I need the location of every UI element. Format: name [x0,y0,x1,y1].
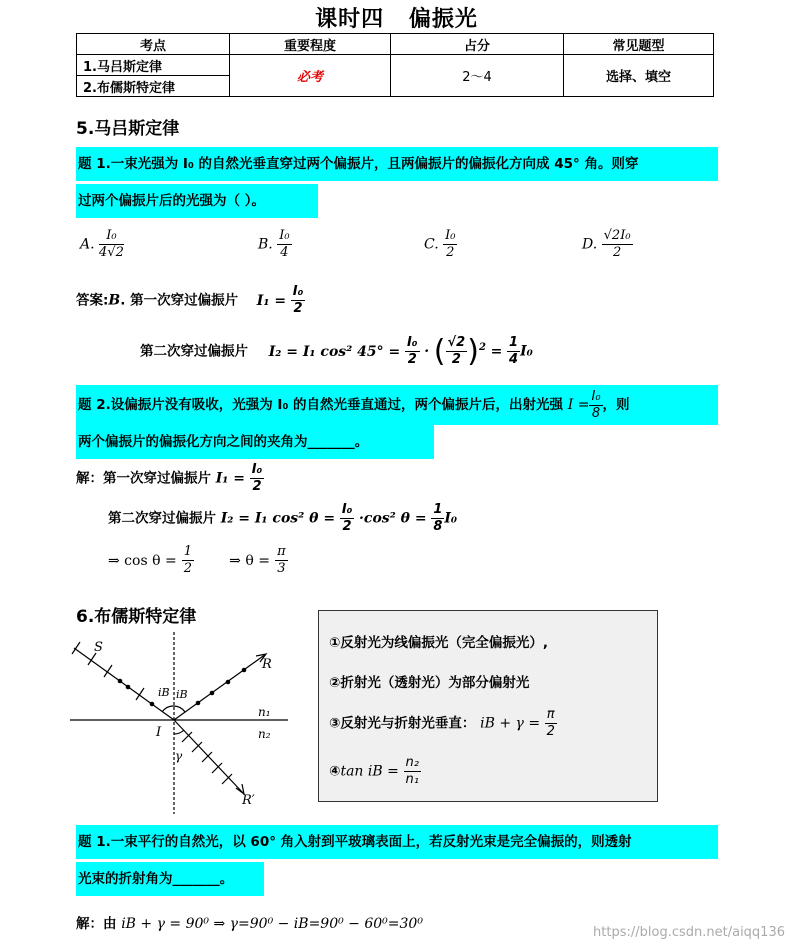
summary-item-3-num: π [546,707,555,722]
reflected-dot [226,680,231,685]
q2-step2-mid: ·cos² θ = [359,510,427,527]
incident-dot [126,685,131,690]
step2-num2: √2 [447,335,466,350]
q2-step2-frac1 [340,502,355,535]
section5-heading: 5.马吕斯定律 [76,119,180,139]
importance-cell: 必考 [230,55,391,97]
step1-den: 2 [293,301,303,316]
step2-num3: 1 [509,335,519,350]
header-type: 常见题型 [564,34,714,55]
summary-item-3 [329,707,557,740]
q1-option-a [80,228,124,261]
q2-tail: ，则 [602,397,630,413]
incident-dot [150,702,155,707]
answer-label: 答案: [76,292,109,309]
label-iB-left: iB [158,686,170,699]
summary-item-4-math: tan iB = [340,763,399,780]
option-b-num: I₀ [279,228,290,243]
title-part1: 课时四 [315,7,385,32]
q2-sol-lhs: I₁ = [215,470,245,487]
label-gamma: γ [175,749,183,763]
q2-step2-den2: 8 [433,519,443,534]
q2-lhs: I = [567,397,590,413]
header-topic: 考点 [77,34,230,55]
brewster-diagram [66,628,296,818]
reflected-dot [210,691,215,696]
q2-step2-tail: I₀ [444,510,458,527]
step2-den3: 4 [509,352,519,367]
reflected-dot [242,668,247,673]
topic-cell-2: 2.布儒斯特定律 [77,76,230,97]
q2-line1 [76,385,718,425]
step2-frac3 [507,335,520,368]
summary-item-3-math: iB + γ = [480,715,541,732]
q2-line2: 两个偏振片的偏振化方向之间的夹角为_______。 [76,425,434,459]
label-iB-right: iB [176,688,188,701]
option-c-num: I₀ [445,228,456,243]
incident-ray [74,648,174,720]
q2-frac [589,389,602,422]
option-c-label: C. [424,236,439,253]
q2-den: 8 [591,405,601,421]
option-d-num: √2I₀ [603,228,631,243]
q2-imp1-den: 2 [183,561,193,576]
page-title [0,2,793,33]
q2-step2 [108,502,457,535]
angle-arc-incident [162,706,174,712]
q2-sol-label: 解：第一次穿过偏振片 [76,470,211,487]
q2-imp1-frac [182,544,194,577]
q2-sol-frac [250,462,265,495]
q1-option-b [258,228,292,261]
paren-open: ( [433,334,446,369]
q2-imp2: ⇒ θ = [229,553,270,569]
q3-sol-math: iB + γ = 90⁰ ⇒ γ=90⁰ − iB=90⁰ − 60⁰=30⁰ [121,916,423,932]
step2-den2: 2 [451,352,461,367]
q2-step2-den1: 2 [342,519,352,534]
step1-num: I₀ [292,284,304,299]
section6-heading: 6.布儒斯特定律 [76,607,197,627]
q3-sol-label: 解：由 [76,916,117,932]
answer-choice: B [108,292,121,309]
option-a-num: I₀ [99,228,124,245]
option-a-den: 4√2 [99,245,124,260]
summary-item-3-den: 2 [546,724,555,739]
q2-implications [108,544,288,577]
label-n1: n₁ [258,705,271,719]
summary-item-3-text: ③反射光与折射光垂直： [329,715,476,732]
option-a-frac [99,228,124,261]
q2-imp1-num: 1 [183,544,193,559]
q2-line1-text: 题 2.设偏振片没有吸收，光强为 I₀ 的自然光垂直通过，两个偏振片后，出射光强 [78,397,564,413]
q2-step2-num2: 1 [433,502,443,517]
q1-option-d [582,228,633,261]
label-R-prime: R′ [242,793,255,808]
brewster-summary-box [318,610,658,802]
incident-dot [118,679,123,684]
topic-cell-1: 1.马吕斯定律 [77,55,230,76]
q2-imp2-num: π [277,544,286,559]
step2-exponent: 2 [478,342,486,353]
q2-num: I₀ [591,388,601,404]
answer-step1-text: . 第一次穿过偏振片 [120,292,239,309]
q2-solution [76,462,264,495]
type-cell: 选择、填空 [564,55,714,97]
summary-item-1: ①反射光为线偏振光（完全偏振光）, [329,635,549,651]
angle-arc-reflected [174,706,185,712]
q3-solution [76,912,423,932]
q1-step2 [140,334,533,369]
option-d-den: 2 [612,245,622,260]
reflected-ray [174,654,266,720]
answer-step1-frac [291,284,306,317]
summary-item-2: ②折射光（透射光）为部分偏射光 [329,675,530,691]
q2-sol-den: 2 [252,479,262,494]
q1-line2: 过两个偏振片后的光强为（ ）。 [76,184,318,218]
reflected-dot [196,701,201,706]
q2-sol-num: I₀ [251,462,263,477]
table-row [77,55,714,76]
label-R: R [262,657,272,672]
step2-eq: = [490,343,503,360]
q2-step2-frac2 [431,502,444,535]
label-n2: n₂ [258,727,271,741]
option-d-label: D. [582,236,598,253]
summary-item-4 [329,755,421,788]
q2-step2-text: 第二次穿过偏振片 [108,510,216,527]
option-d-frac [602,228,633,261]
q1-answer [76,284,305,317]
refracted-ticks [182,732,232,784]
summary-item-3-frac [545,707,557,740]
watermark: https://blog.csdn.net/aiqq136 [593,925,785,940]
topic-table [76,33,714,97]
summary-item-4-frac [404,755,421,788]
option-b-frac [277,228,291,261]
option-c-frac [443,228,457,261]
label-S: S [94,640,103,655]
step2-lhs: I₂ = I₁ cos² 45° = [268,343,401,360]
label-I: I [156,725,162,740]
option-c-den: 2 [446,245,455,260]
header-score: 占分 [391,34,564,55]
table-header-row [77,34,714,55]
q2-imp1: ⇒ cos θ = [108,553,177,569]
angle-arc-refracted [174,730,184,734]
option-b-label: B. [258,236,273,253]
score-cell: 2～4 [391,55,564,97]
q3-line2: 光束的折射角为_______。 [76,862,264,896]
q1-line1: 题 1.一束光强为 I₀ 的自然光垂直穿过两个偏振片，且两偏振片的偏振化方向成 45° 角。则穿 [76,147,718,181]
step2-den1: 2 [407,352,417,367]
title-part2: 偏振光 [408,7,478,32]
q2-step2-lhs: I₂ = I₁ cos² θ = [220,510,336,527]
summary-item-4-num: n₂ [405,755,419,770]
answer-step1-lhs: I₁ = [256,292,287,309]
q2-imp2-den: 3 [277,561,286,576]
summary-item-4-text: ④ [329,763,341,780]
step2-num1: I₀ [406,335,418,350]
q3-line1: 题 1.一束平行的自然光，以 60° 角入射到平玻璃表面上，若反射光束是完全偏振的，则透射 [76,825,718,859]
step2-mid: · [424,343,430,360]
summary-item-4-den: n₁ [405,772,419,787]
option-a-label: A. [80,236,95,253]
q2-imp2-frac [275,544,288,577]
step2-frac1 [405,335,420,368]
step2-tail: I₀ [520,343,533,360]
step2-frac2 [446,335,468,368]
option-b-den: 4 [280,245,289,260]
step2-text: 第二次穿过偏振片 [140,343,248,360]
header-importance: 重要程度 [230,34,391,55]
q2-step2-num1: I₀ [341,502,353,517]
refracted-ray [174,720,244,794]
q1-option-c [424,228,457,261]
paren-close: ) [467,334,479,369]
